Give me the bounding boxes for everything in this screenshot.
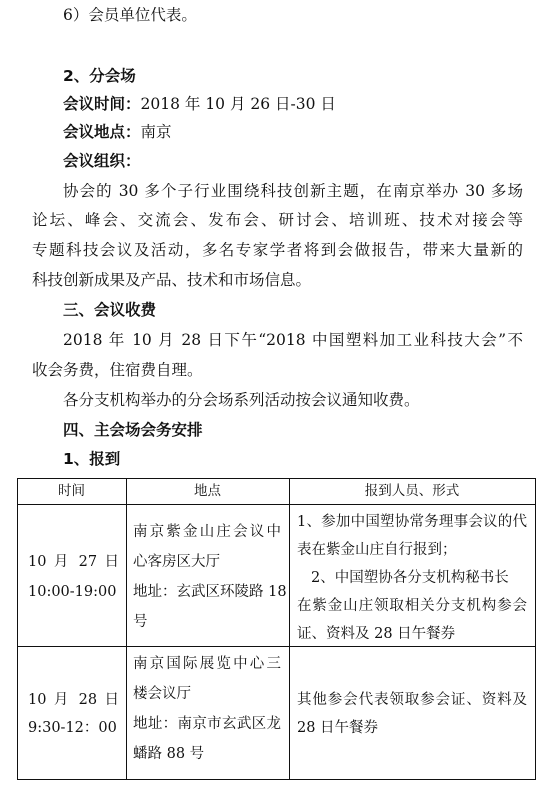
meeting-place-label: 会议地点： (63, 123, 141, 141)
table-header-people: 报到人员、形式 (364, 483, 460, 499)
meeting-time-value: 2018 年 10 月 26 日-30 日 (140, 95, 336, 113)
fee-para-line-2: 收会务费，住宿费自理。 (32, 361, 203, 379)
row1-place-line-1: 南京紫金山庄会议中 (133, 524, 281, 540)
row1-place-line-2: 心客房区大厅 (133, 554, 220, 570)
branch-fee-line: 各分支机构举办的分会场系列活动按会议通知收费。 (63, 391, 420, 409)
row1-place-line-3: 地址：玄武区环陵路 18 (133, 584, 287, 600)
section4-heading: 四、主会场会务安排 (63, 421, 203, 439)
meeting-time-label: 会议时间： (63, 95, 141, 113)
row1-people-line-1: 1、参加中国塑协常务理事会议的代 (297, 514, 527, 530)
row2-place-line-2: 楼会议厅 (133, 686, 191, 702)
org-para-line-3: 专题科技会议及活动，多名专家学者将到会做报告，带来大量新的 (32, 241, 523, 259)
meeting-time (63, 94, 336, 114)
row2-people-line-2: 28 日午餐券 (297, 720, 379, 736)
org-para-line-1: 协会的 30 多个子行业围绕科技创新主题，在南京举办 30 多场 (63, 182, 523, 200)
row1-place-line-4: 号 (133, 614, 148, 630)
row2-time-line-1: 10 月 28 日 (28, 692, 119, 708)
row2-place-line-3: 地址：南京市玄武区龙 (133, 716, 281, 732)
org-para-line-2: 论坛、峰会、交流会、发布会、研讨会、培训班、技术对接会等 (32, 211, 523, 229)
row1-people-line-5: 证、资料及 28 日午餐券 (297, 626, 456, 642)
section2-heading: 2、分会场 (63, 67, 136, 85)
member-rep-line: 6）会员单位代表。 (63, 6, 197, 24)
table-header-place: 地点 (194, 483, 221, 499)
row2-people-line-1: 其他参会代表领取参会证、资料及 (297, 692, 527, 708)
registration-table (17, 478, 536, 780)
meeting-place (63, 122, 172, 142)
row1-time-line-2: 10:00-19:00 (28, 584, 117, 600)
row2-place-line-4: 蟠路 88 号 (133, 746, 205, 762)
fee-para-line-1: 2018 年 10 月 28 日下午“2018 中国塑料加工业科技大会”不 (63, 331, 523, 349)
row1-people-line-4: 在紫金山庄领取相关分支机构参会 (297, 598, 527, 614)
section3-heading: 三、会议收费 (63, 301, 157, 319)
row1-people-line-3: 2、中国塑协各分支机构秘书长 (311, 570, 509, 586)
row1-people-line-2: 表在紫金山庄自行报到； (297, 542, 457, 558)
row2-place-line-1: 南京国际展览中心三 (133, 656, 281, 672)
row1-time-line-1: 10 月 27 日 (28, 554, 119, 570)
sub1-heading: 1、报到 (63, 450, 121, 468)
org-para-line-4: 科技创新成果及产品、技术和市场信息。 (32, 271, 312, 289)
meeting-org-label: 会议组织： (63, 152, 141, 170)
row2-time-line-2: 9:30-12：00 (28, 720, 117, 736)
table-header-time: 时间 (58, 483, 85, 499)
meeting-place-value: 南京 (140, 123, 172, 141)
